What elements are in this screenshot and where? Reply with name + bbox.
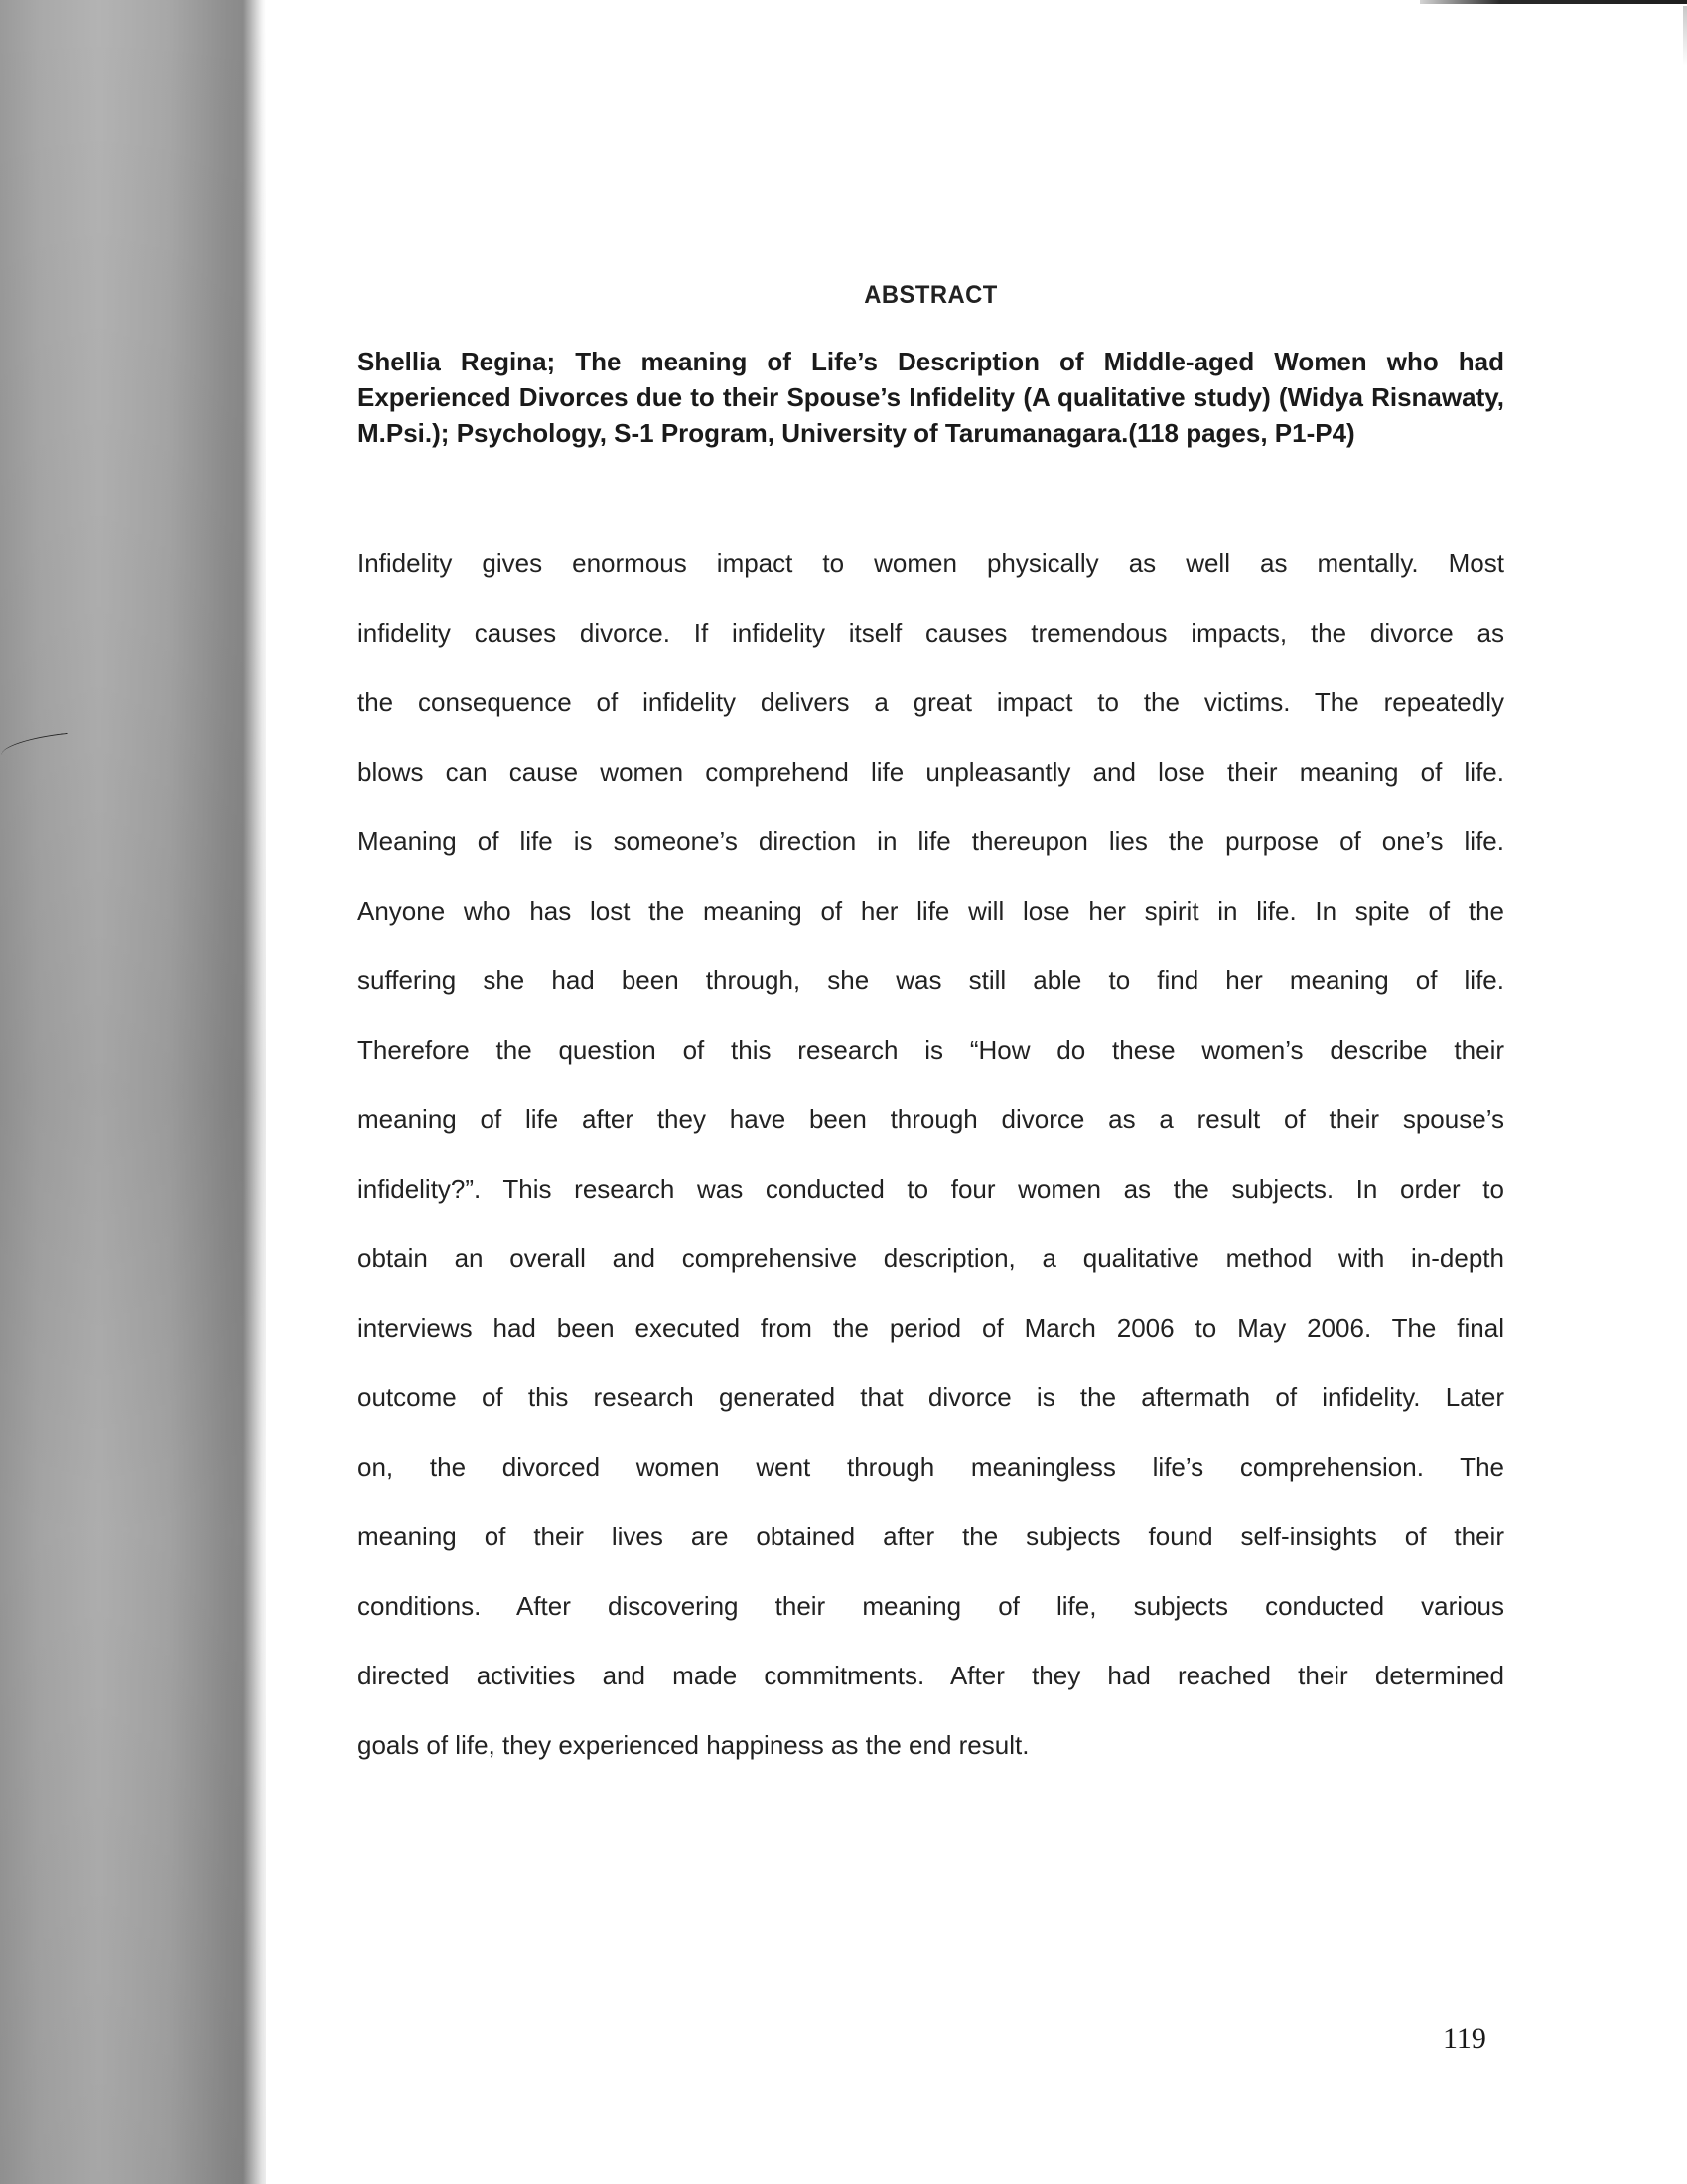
scan-binding-shadow (0, 0, 266, 2184)
citation-author: Shellia Regina; (357, 347, 556, 376)
abstract-body (357, 528, 1504, 1780)
citation-advisor: (Widya Risnawaty, M.Psi.); (357, 382, 1504, 448)
body-line: Anyone who has lost the meaning of her life will lose her spirit in life. In spite of the (357, 896, 1504, 926)
body-line: infidelity causes divorce. If infidelity itself causes tremendous impacts, the divorce as (357, 618, 1504, 648)
scan-top-edge (1420, 0, 1687, 4)
citation-block (357, 344, 1504, 451)
page-number: 119 (1443, 2022, 1486, 2055)
body-line: meaning of life after they have been through divorce as a result of their spouse’s (357, 1104, 1504, 1134)
citation-pages: (118 pages, P1-P4) (1128, 418, 1355, 448)
body-line: conditions. After discovering their meaning of life, subjects conducted various (357, 1591, 1504, 1621)
body-line: directed activities and made commitments. After they had reached their determined (357, 1661, 1504, 1690)
document-page (357, 281, 1504, 1780)
body-line: blows can cause women comprehend life unpleasantly and lose their meaning of life. (357, 757, 1504, 787)
body-line: on, the divorced women went through meaningless life’s comprehension. The (357, 1452, 1504, 1482)
citation-title: The meaning of Life’s Description of Middle-aged Women who had Experienced Divorces due to their Spouse’s Infidelity (A qualitative study) (357, 347, 1504, 412)
body-line: suffering she had been through, she was still able to find her meaning of life. (357, 965, 1504, 995)
body-line: interviews had been executed from the period of March 2006 to May 2006. The final (357, 1313, 1504, 1343)
body-line: outcome of this research generated that divorce is the aftermath of infidelity. Later (357, 1383, 1504, 1412)
body-line-last: goals of life, they experienced happiness as the end result. (357, 1730, 1030, 1760)
scan-right-edge (1683, 6, 1687, 66)
citation-department: Psychology, S-1 Program, University of Tarumanagara. (456, 418, 1129, 448)
abstract-heading: ABSTRACT (864, 281, 998, 309)
body-line: infidelity?”. This research was conducted to four women as the subjects. In order to (357, 1174, 1504, 1204)
body-line: obtain an overall and comprehensive description, a qualitative method with in-depth (357, 1243, 1504, 1273)
body-line: Meaning of life is someone’s direction in life thereupon lies the purpose of one’s life. (357, 826, 1504, 856)
body-line: the consequence of infidelity delivers a great impact to the victims. The repeatedly (357, 687, 1504, 717)
body-line: Therefore the question of this research is “How do these women’s describe their (357, 1035, 1504, 1065)
body-line: meaning of their lives are obtained after the subjects found self-insights of their (357, 1522, 1504, 1551)
body-line: Infidelity gives enormous impact to women physically as well as mentally. Most (357, 548, 1504, 578)
